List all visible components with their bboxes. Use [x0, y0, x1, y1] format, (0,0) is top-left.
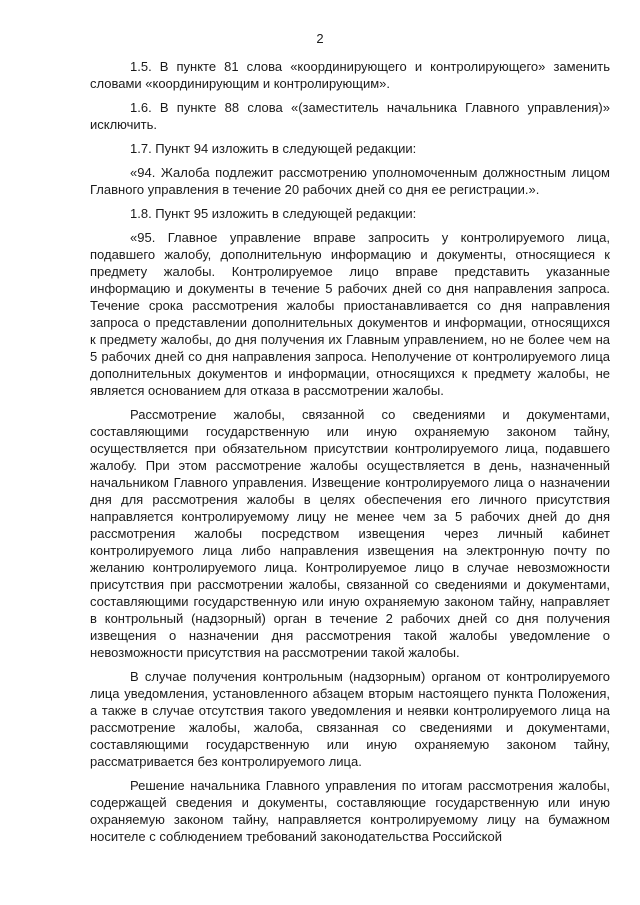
paragraph-95-text: «95. Главное управление вправе запросить у контролируемого лица, подавшего жалобу, дополнительную информацию и документы, относящиеся к предмету жалобы. Контролируемое лицо вправе представить указанные информацию и документы в течение 5 рабочих дней со дня направления запроса. Течение срока рассмотрения жалобы приостанавливается со дня направления запроса о представлении дополнительных документов и информации, относящихся к предмету жалобы, до дня получения их Главным управлением, но не более чем на 5 рабочих дней со дня направления запроса. Неполучение от контролируемого лица дополнительных документов и информации, относящихся к предмету жалобы, не является основанием для отказа в рассмотрении жалобы.: [90, 230, 610, 398]
paragraph-1-5: 1.5. В пункте 81 слова «координирующего и контролирующего» заменить словами «координирующим и контролирующим».: [90, 59, 610, 91]
document-body: [90, 58, 610, 852]
paragraph-95-secret-review: Рассмотрение жалобы, связанной со сведениями и документами, составляющими государственную или иную охраняемую законом тайну, осуществляется при обязательном присутствии контролируемого лица, подавшего жалобу. При этом рассмотрение жалобы осуществляется в день, назначенный начальником Главного управления. Извещение контролируемого лица о назначении дня для рассмотрения жалобы в целях обеспечения его личного присутствия направляется контролируемому лицу не менее чем за 5 рабочих дней до дня рассмотрения жалобы посредством извещения через личный кабинет контролируемого лица либо направления извещения на электронную почту по желанию контролируемого лица. Контролируемое лицо в случае невозможности присутствия при рассмотрении жалобы, связанной со сведениями и документами, составляющими государственную или иную охраняемую законом тайну, направляет в контрольный (надзорный) орган в течение 2 рабочих дней со дня получения извещения о назначении дня рассмотрения такой жалобы уведомление о невозможности присутствия на рассмотрении такой жалобы.: [90, 407, 610, 660]
paragraph-94-text: «94. Жалоба подлежит рассмотрению уполномоченным должностным лицом Главного управления в течение 20 рабочих дней со дня ее регистрации.».: [90, 165, 610, 197]
page-number: 2: [316, 31, 324, 46]
paragraph-95-absence: В случае получения контрольным (надзорным) органом от контролируемого лица уведомления, установленного абзацем вторым настоящего пункта Положения, а также в случае отсутствия такого уведомления и неявки контролируемого лица на рассмотрение жалобы, жалоба, связанная со сведениями и документами, составляющими государственную или иную охраняемую законом тайну, рассматривается без контролируемого лица.: [90, 669, 610, 769]
paragraph-95-decision: Решение начальника Главного управления по итогам рассмотрения жалобы, содержащей сведения и документы, составляющие государственную или иную охраняемую законом тайну, направляется контролируемому лицу на бумажном носителе с соблюдением требований законодательства Российской: [90, 778, 610, 844]
paragraph-1-8: 1.8. Пункт 95 изложить в следующей редакции:: [130, 206, 417, 221]
paragraph-1-7: 1.7. Пункт 94 изложить в следующей редакции:: [130, 141, 417, 156]
paragraph-1-6: 1.6. В пункте 88 слова «(заместитель начальника Главного управления)» исключить.: [90, 100, 610, 132]
